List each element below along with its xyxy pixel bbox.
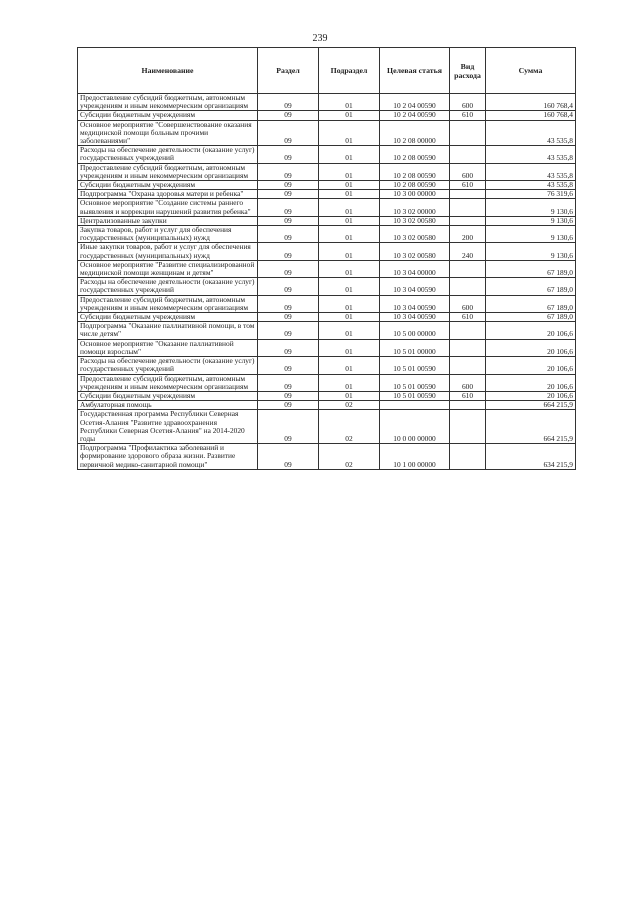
cell-section: 09 xyxy=(258,146,319,163)
cell-target: 10 3 02 00580 xyxy=(380,216,450,225)
cell-name: Государственная программа Республики Северная Осетия-Алания "Развитие здравоохранения Республики Северная Осетия-Алания" на 2014-2020 годы xyxy=(78,410,258,444)
cell-type: 600 xyxy=(450,295,486,312)
cell-sum: 43 535,8 xyxy=(486,163,576,180)
cell-sum: 43 535,8 xyxy=(486,120,576,146)
cell-section: 09 xyxy=(258,111,319,120)
cell-sum: 20 106,6 xyxy=(486,322,576,339)
cell-target: 10 2 08 00590 xyxy=(380,146,450,163)
cell-target: 10 3 04 00590 xyxy=(380,295,450,312)
cell-subsection: 01 xyxy=(319,216,380,225)
table-row xyxy=(78,181,576,190)
cell-type xyxy=(450,410,486,444)
cell-section: 09 xyxy=(258,216,319,225)
table-row xyxy=(78,190,576,199)
page-number: 239 xyxy=(312,33,328,44)
table-row xyxy=(78,295,576,312)
cell-subsection: 01 xyxy=(319,94,380,111)
cell-type xyxy=(450,199,486,216)
cell-section: 09 xyxy=(258,374,319,391)
cell-sum: 67 189,0 xyxy=(486,278,576,295)
cell-target: 10 5 01 00590 xyxy=(380,391,450,400)
cell-target: 10 5 01 00590 xyxy=(380,374,450,391)
cell-name: Расходы на обеспечение деятельности (оказание услуг) государственных учреждений xyxy=(78,146,258,163)
table-header-row xyxy=(78,48,576,94)
table-row xyxy=(78,374,576,391)
cell-name: Подпрограмма "Охрана здоровья матери и ребенка" xyxy=(78,190,258,199)
cell-target: 10 1 00 00000 xyxy=(380,444,450,470)
cell-target: 10 3 04 00590 xyxy=(380,278,450,295)
cell-type xyxy=(450,146,486,163)
table-row xyxy=(78,163,576,180)
table-row xyxy=(78,322,576,339)
table-row xyxy=(78,401,576,410)
cell-type xyxy=(450,357,486,374)
cell-subsection: 01 xyxy=(319,163,380,180)
cell-section: 09 xyxy=(258,322,319,339)
cell-type: 610 xyxy=(450,391,486,400)
cell-name: Подпрограмма "Оказание паллиативной помощи, в том числе детям" xyxy=(78,322,258,339)
cell-section: 09 xyxy=(258,199,319,216)
cell-subsection: 01 xyxy=(319,339,380,356)
cell-section: 09 xyxy=(258,260,319,277)
cell-sum: 160 768,4 xyxy=(486,111,576,120)
header-subsection: Подраздел xyxy=(319,48,380,94)
cell-type: 610 xyxy=(450,111,486,120)
cell-sum: 43 535,8 xyxy=(486,146,576,163)
cell-subsection: 01 xyxy=(319,181,380,190)
cell-type xyxy=(450,260,486,277)
cell-section: 09 xyxy=(258,94,319,111)
cell-type: 610 xyxy=(450,181,486,190)
cell-subsection: 01 xyxy=(319,260,380,277)
header-sum: Сумма xyxy=(486,48,576,94)
table-row xyxy=(78,111,576,120)
cell-subsection: 01 xyxy=(319,190,380,199)
budget-table xyxy=(77,47,576,470)
table-row xyxy=(78,146,576,163)
cell-type xyxy=(450,120,486,146)
cell-name: Субсидии бюджетным учреждениям xyxy=(78,181,258,190)
cell-subsection: 02 xyxy=(319,401,380,410)
cell-section: 09 xyxy=(258,295,319,312)
cell-name: Предоставление субсидий бюджетным, автономным учреждениям и иным некоммерческим организациям xyxy=(78,94,258,111)
cell-sum: 20 106,6 xyxy=(486,374,576,391)
cell-sum: 664 215,9 xyxy=(486,410,576,444)
cell-target: 10 2 08 00000 xyxy=(380,120,450,146)
cell-section: 09 xyxy=(258,444,319,470)
cell-section: 09 xyxy=(258,313,319,322)
cell-target: 10 5 01 00590 xyxy=(380,357,450,374)
cell-name: Основное мероприятие "Развитие специализированной медицинской помощи женщинам и детям" xyxy=(78,260,258,277)
cell-subsection: 01 xyxy=(319,243,380,260)
cell-target: 10 2 04 00590 xyxy=(380,111,450,120)
cell-name: Предоставление субсидий бюджетным, автономным учреждениям и иным некоммерческим организациям xyxy=(78,163,258,180)
cell-type: 240 xyxy=(450,243,486,260)
cell-type: 600 xyxy=(450,163,486,180)
cell-section: 09 xyxy=(258,190,319,199)
cell-name: Предоставление субсидий бюджетным, автономным учреждениям и иным некоммерческим организациям xyxy=(78,374,258,391)
header-name: Наименование xyxy=(78,48,258,94)
cell-name: Подпрограмма "Профилактика заболеваний и формирование здорового образа жизни. Развитие первичной медико-санитарной помощи" xyxy=(78,444,258,470)
cell-target: 10 3 02 00580 xyxy=(380,226,450,243)
header-target: Целевая статья xyxy=(380,48,450,94)
cell-section: 09 xyxy=(258,278,319,295)
cell-sum: 20 106,6 xyxy=(486,339,576,356)
cell-target: 10 2 08 00590 xyxy=(380,163,450,180)
cell-subsection: 01 xyxy=(319,391,380,400)
cell-subsection: 01 xyxy=(319,374,380,391)
cell-subsection: 01 xyxy=(319,146,380,163)
table-row xyxy=(78,313,576,322)
cell-type xyxy=(450,190,486,199)
cell-type xyxy=(450,339,486,356)
cell-sum: 634 215,9 xyxy=(486,444,576,470)
cell-sum: 9 130,6 xyxy=(486,199,576,216)
table-row xyxy=(78,260,576,277)
table-row xyxy=(78,120,576,146)
table-row xyxy=(78,410,576,444)
cell-target: 10 3 04 00000 xyxy=(380,260,450,277)
table-row xyxy=(78,444,576,470)
cell-sum: 20 106,6 xyxy=(486,391,576,400)
table-row xyxy=(78,339,576,356)
cell-name: Субсидии бюджетным учреждениям xyxy=(78,391,258,400)
cell-target: 10 2 08 00590 xyxy=(380,181,450,190)
cell-name: Основное мероприятие "Оказание паллиативной помощи взрослым" xyxy=(78,339,258,356)
cell-section: 09 xyxy=(258,120,319,146)
cell-sum: 67 189,0 xyxy=(486,313,576,322)
cell-section: 09 xyxy=(258,163,319,180)
cell-subsection: 01 xyxy=(319,111,380,120)
cell-name: Амбулаторная помощь xyxy=(78,401,258,410)
cell-subsection: 02 xyxy=(319,444,380,470)
cell-sum: 664 215,9 xyxy=(486,401,576,410)
cell-target: 10 5 01 00000 xyxy=(380,339,450,356)
table-row xyxy=(78,199,576,216)
cell-subsection: 01 xyxy=(319,226,380,243)
table-row xyxy=(78,357,576,374)
table-row xyxy=(78,391,576,400)
header-section: Раздел xyxy=(258,48,319,94)
cell-sum: 43 535,8 xyxy=(486,181,576,190)
header-type: Вид расхода xyxy=(450,48,486,94)
cell-sum: 9 130,6 xyxy=(486,226,576,243)
cell-name: Основное мероприятие "Совершенствование оказания медицинской помощи больным прочими заболеваниями" xyxy=(78,120,258,146)
cell-sum: 9 130,6 xyxy=(486,216,576,225)
cell-section: 09 xyxy=(258,339,319,356)
cell-target: 10 5 00 00000 xyxy=(380,322,450,339)
cell-target: 10 3 02 00000 xyxy=(380,199,450,216)
cell-name: Иные закупки товаров, работ и услуг для обеспечения государственных (муниципальных) нужд xyxy=(78,243,258,260)
cell-type: 600 xyxy=(450,94,486,111)
cell-subsection: 01 xyxy=(319,295,380,312)
cell-target: 10 0 00 00000 xyxy=(380,410,450,444)
cell-target: 10 3 02 00580 xyxy=(380,243,450,260)
table-row xyxy=(78,243,576,260)
cell-section: 09 xyxy=(258,357,319,374)
cell-subsection: 01 xyxy=(319,313,380,322)
cell-type xyxy=(450,444,486,470)
cell-type xyxy=(450,401,486,410)
cell-name: Расходы на обеспечение деятельности (оказание услуг) государственных учреждений xyxy=(78,278,258,295)
cell-target: 10 3 04 00590 xyxy=(380,313,450,322)
cell-type xyxy=(450,322,486,339)
cell-type xyxy=(450,278,486,295)
cell-section: 09 xyxy=(258,401,319,410)
cell-name: Предоставление субсидий бюджетным, автономным учреждениям и иным некоммерческим организациям xyxy=(78,295,258,312)
cell-sum: 76 319,6 xyxy=(486,190,576,199)
table-row xyxy=(78,94,576,111)
cell-section: 09 xyxy=(258,410,319,444)
cell-target: 10 2 04 00590 xyxy=(380,94,450,111)
cell-subsection: 02 xyxy=(319,410,380,444)
cell-section: 09 xyxy=(258,391,319,400)
cell-section: 09 xyxy=(258,181,319,190)
cell-type: 600 xyxy=(450,374,486,391)
cell-sum: 67 189,0 xyxy=(486,260,576,277)
cell-subsection: 01 xyxy=(319,278,380,295)
cell-name: Основное мероприятие "Создание системы раннего выявления и коррекции нарушений развития ребенка" xyxy=(78,199,258,216)
cell-subsection: 01 xyxy=(319,322,380,339)
cell-sum: 160 768,4 xyxy=(486,94,576,111)
cell-name: Субсидии бюджетным учреждениям xyxy=(78,111,258,120)
cell-section: 09 xyxy=(258,226,319,243)
cell-name: Субсидии бюджетным учреждениям xyxy=(78,313,258,322)
cell-subsection: 01 xyxy=(319,199,380,216)
cell-subsection: 01 xyxy=(319,120,380,146)
table-row xyxy=(78,216,576,225)
cell-sum: 9 130,6 xyxy=(486,243,576,260)
cell-sum: 67 189,0 xyxy=(486,295,576,312)
cell-target: 10 3 00 00000 xyxy=(380,190,450,199)
cell-type: 200 xyxy=(450,226,486,243)
cell-name: Централизованные закупки xyxy=(78,216,258,225)
table-row xyxy=(78,278,576,295)
cell-sum: 20 106,6 xyxy=(486,357,576,374)
cell-subsection: 01 xyxy=(319,357,380,374)
cell-name: Закупка товаров, работ и услуг для обеспечения государственных (муниципальных) нужд xyxy=(78,226,258,243)
cell-type: 610 xyxy=(450,313,486,322)
cell-target xyxy=(380,401,450,410)
cell-section: 09 xyxy=(258,243,319,260)
cell-name: Расходы на обеспечение деятельности (оказание услуг) государственных учреждений xyxy=(78,357,258,374)
table-row xyxy=(78,226,576,243)
cell-type xyxy=(450,216,486,225)
